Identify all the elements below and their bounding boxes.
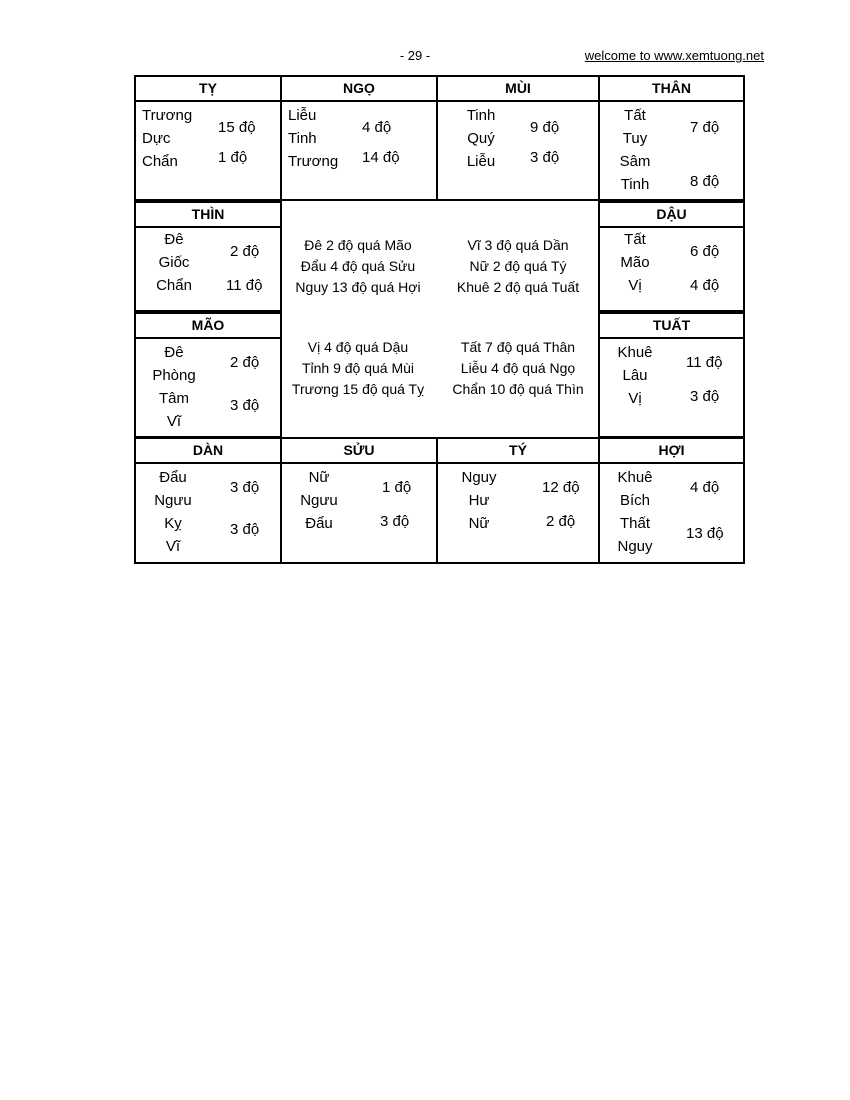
cell-header-ty-rat: TÝ [436,437,600,464]
note-block-top-right [438,235,598,298]
degree-value: 3 độ [690,388,720,405]
degree-value: 3 độ [380,513,410,530]
star-name: Nữ [468,515,490,532]
star-name: Trương [142,107,193,124]
star-name: Tinh [620,176,650,193]
star-name: Tâm [159,390,189,407]
note-line: Trương 15 độ quá Tỵ [291,381,425,397]
center-notes [280,201,598,439]
star-name: Liễu [466,153,496,170]
star-name: Mão [620,254,650,271]
star-list [148,466,198,558]
star-list [610,228,660,297]
star-name: Hư [468,492,490,509]
note-line: Chẩn 10 độ quá Thìn [452,381,584,397]
star-name: Ngưu [300,492,338,509]
degree-value: 1 độ [218,149,248,166]
degree-value: 4 độ [690,277,720,294]
cell-header-hoi: HỢI [598,437,745,464]
star-list [610,341,660,410]
degree-value: 11 độ [686,354,723,371]
star-name: Đê [164,344,184,361]
note-block-top-left [280,235,436,298]
star-name: Ngưu [154,492,192,509]
star-name: Chẩn [142,153,178,170]
cell-header-ngo: NGỌ [280,75,438,102]
cell-header-than: THÂN [598,75,745,102]
star-list [454,466,504,535]
note-line: Khuê 2 độ quá Tuất [456,279,580,295]
cell-header-tuat: TUẤT [598,312,745,339]
degree-value: 3 độ [230,521,260,538]
star-list [454,104,508,173]
degree-value: 4 độ [690,479,720,496]
cell-tuat [598,339,745,438]
star-list [610,104,660,196]
degree-value: 13 độ [686,525,724,542]
note-line: Tất 7 độ quá Thân [460,339,576,355]
star-name: Chẩn [156,277,192,294]
star-name: Vĩ [165,538,181,555]
star-name: Phòng [152,367,196,384]
cell-header-suu: SỬU [280,437,438,464]
star-name: Nguy [617,538,653,555]
star-name: Đẩu [305,515,333,532]
degree-value: 1 độ [382,479,412,496]
star-list [148,228,200,297]
star-name: Nguy [461,469,497,486]
cell-mao [134,339,282,438]
cell-thin [134,228,282,312]
cell-dan [134,464,282,564]
cell-header-mui: MÙI [436,75,600,102]
note-line: Liễu 4 độ quá Ngọ [460,360,576,376]
star-name: Kỵ [164,515,182,532]
star-name: Đẩu [159,469,187,486]
star-name: Khuê [617,344,653,361]
page-number: - 29 - [399,48,431,63]
degree-value: 14 độ [362,149,400,166]
star-name: Thất [619,515,650,532]
star-name: Tinh [466,107,496,124]
degree-value: 2 độ [230,354,260,371]
note-line: Đê 2 độ quá Mão [304,237,412,253]
cell-mui [436,102,600,201]
degree-value: 3 độ [230,479,260,496]
star-name: Tinh [288,130,317,147]
degree-value: 3 độ [530,149,560,166]
cell-than [598,102,745,201]
star-name: Liễu [288,107,317,124]
star-degree-table [134,75,745,564]
star-name: Trương [288,153,339,170]
star-name: Vị [628,390,642,407]
cell-header-dan: DÀN [134,437,282,464]
cell-header-dau: DẬU [598,201,745,228]
degree-value: 8 độ [690,173,720,190]
degree-value: 7 độ [690,119,720,136]
star-list [146,341,202,433]
site-link[interactable]: welcome to www.xemtuong.net [584,48,764,63]
note-line: Tỉnh 9 độ quá Mùi [301,360,415,376]
star-name: Lâu [622,367,648,384]
degree-value: 4 độ [362,119,392,136]
star-name: Vĩ [166,413,182,430]
cell-ty-snake [134,102,282,201]
star-name: Dực [142,130,171,147]
degree-value: 2 độ [230,243,260,260]
degree-value: 6 độ [690,243,720,260]
degree-value: 9 độ [530,119,560,136]
cell-header-ty-snake: TỴ [134,75,282,102]
star-list [294,466,344,535]
note-block-bottom-left [280,337,436,400]
cell-header-mao: MÃO [134,312,282,339]
note-line: Vĩ 3 độ quá Dần [467,237,569,253]
cell-ngo [280,102,438,201]
cell-dau [598,228,745,312]
star-name: Nữ [308,469,330,486]
star-name: Giốc [158,254,190,271]
star-name: Bích [619,492,650,509]
star-name: Tất [624,231,646,248]
degree-value: 12 độ [542,479,580,496]
star-name: Sâm [619,153,651,170]
degree-value: 15 độ [218,119,256,136]
degree-value: 11 độ [226,277,263,294]
cell-ty-rat [436,464,600,564]
star-name: Quý [467,130,495,147]
star-list [610,466,660,558]
degree-value: 2 độ [546,513,576,530]
note-block-bottom-right [438,337,598,400]
note-line: Đẩu 4 độ quá Sửu [300,258,416,274]
star-list [288,104,338,173]
star-name: Đê [164,231,184,248]
star-name: Vị [628,277,642,294]
note-line: Vị 4 độ quá Dậu [307,339,409,355]
note-line: Nữ 2 độ quá Tý [469,258,567,274]
star-name: Tất [624,107,646,124]
degree-value: 3 độ [230,397,260,414]
cell-header-thin: THÌN [134,201,282,228]
star-name: Tuy [622,130,648,147]
star-name: Khuê [617,469,653,486]
star-list [142,104,192,173]
note-line: Nguy 13 độ quá Hợi [295,279,421,295]
cell-suu [280,464,438,564]
cell-hoi [598,464,745,564]
